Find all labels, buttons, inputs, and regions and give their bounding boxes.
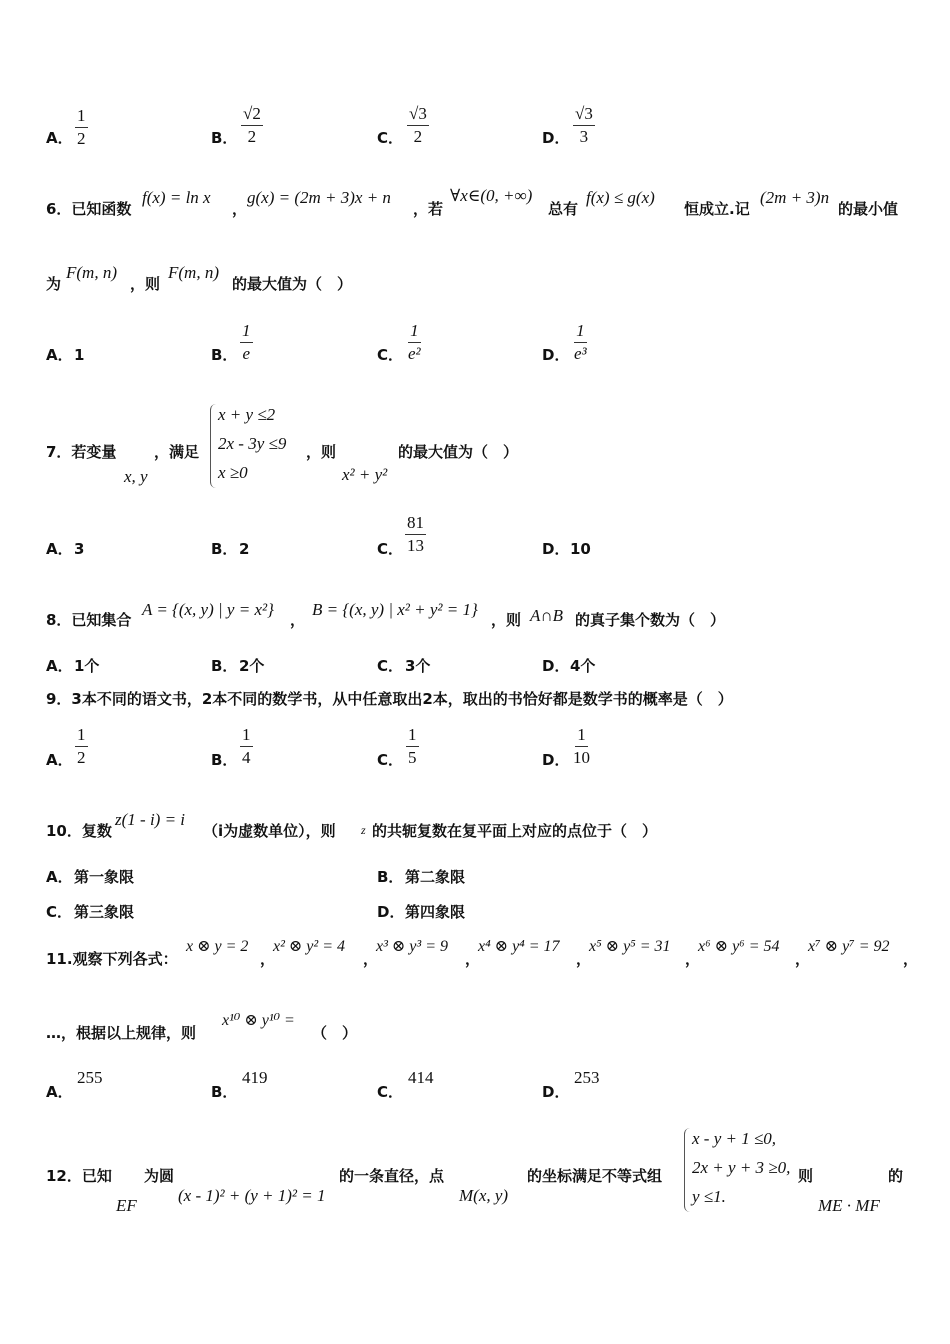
option-label: A． <box>46 751 73 769</box>
option-label: C． <box>377 346 404 364</box>
q10-z: z <box>361 823 366 837</box>
q12-text: 则 <box>798 1167 814 1185</box>
q6-text: ，若 <box>413 200 444 218</box>
option-label: D． <box>542 1083 570 1101</box>
option-value: 3 <box>74 540 85 558</box>
option-label: B． <box>211 1083 238 1101</box>
option-value: 4个 <box>570 657 596 675</box>
option-value: 2 <box>239 540 250 558</box>
fraction: $\frac{√3}{3}$ <box>575 104 593 146</box>
q12-EF: EF <box>116 1196 137 1215</box>
option-label: C． <box>46 903 73 921</box>
q11-item: x⁷ ⊗ y⁷ = 92 <box>808 938 890 955</box>
q6-F: F(m, n) <box>168 263 219 282</box>
q6-expr: (2m + 3)n <box>760 188 830 207</box>
q11-expr: x¹⁰ ⊗ y¹⁰ = <box>222 1012 295 1029</box>
q11-item: x² ⊗ y² = 4 <box>273 938 345 955</box>
q10-text: （i为虚数单位），则 <box>203 822 336 840</box>
q12-M: M(x, y) <box>459 1186 509 1205</box>
option-label: B． <box>211 657 238 675</box>
system-brace <box>210 404 217 488</box>
q8-text: 8．已知集合 <box>46 611 132 629</box>
fraction: $\frac{1}{4}$ <box>242 725 251 767</box>
q12-dot: ME · MF <box>818 1196 880 1215</box>
option-label: D． <box>542 657 570 675</box>
q6-F: F(m, n) <box>66 263 117 282</box>
option-label: A． <box>46 540 73 558</box>
q6-text: 为 <box>46 275 62 293</box>
fraction: $\frac{1}{\text{e³}}$ <box>574 321 587 363</box>
q6-text: 6．已知函数 <box>46 200 132 218</box>
option-label: B． <box>377 868 404 886</box>
option-value: 第三象限 <box>74 903 135 921</box>
q11-item: x³ ⊗ y³ = 9 <box>376 938 448 955</box>
q6-text: 总有 <box>548 200 579 218</box>
option-value: 253 <box>574 1068 600 1087</box>
option-label: D． <box>542 346 570 364</box>
option-label: D． <box>542 129 570 147</box>
option-label: C． <box>377 540 404 558</box>
q12-text: 的一条直径，点 <box>339 1167 445 1185</box>
option-label: A． <box>46 1083 73 1101</box>
fraction: $\frac{1}{\text{e²}}$ <box>408 321 421 363</box>
q11-item: x ⊗ y = 2 <box>186 938 249 955</box>
fraction: $\frac{1}{5}$ <box>408 725 417 767</box>
q7-text: ，则 <box>306 443 337 461</box>
q7-vars: x, y <box>124 467 148 486</box>
option-label: C． <box>377 751 404 769</box>
q11-text: …，根据以上规律，则 <box>46 1024 197 1042</box>
q7-sys-line: x ≥0 <box>218 463 248 482</box>
fraction: $\frac{1}{10}$ <box>573 725 590 767</box>
fraction: $\frac{√2}{2}$ <box>243 104 261 146</box>
q6-cond: ∀x∈(0, +∞) <box>450 186 533 205</box>
q8-setA: A = {(x, y) | y = x²} <box>142 600 274 619</box>
fraction: $\frac{1}{2}$ <box>77 725 86 767</box>
q8-setB: B = {(x, y) | x² + y² = 1} <box>312 600 478 619</box>
option-label: C． <box>377 129 404 147</box>
fraction: $\frac{√3}{2}$ <box>409 104 427 146</box>
q10-text: 的共轭复数在复平面上对应的点位于（ ） <box>372 822 658 840</box>
q12-text: 的坐标满足不等式组 <box>527 1167 663 1185</box>
q7-expr: x² + y² <box>342 465 388 484</box>
option-label: D． <box>542 751 570 769</box>
q8-text: ，则 <box>491 611 522 629</box>
q12-text: 12．已知 <box>46 1167 112 1185</box>
q12-circle: (x - 1)² + (y + 1)² = 1 <box>178 1186 326 1205</box>
q11-text: （ ） <box>312 1024 358 1042</box>
option-label: D． <box>542 540 570 558</box>
q6-text: 恒成立.记 <box>684 200 750 218</box>
q11-text: 11.观察下列各式： <box>46 950 178 968</box>
q12-sys-line: 2x + y + 3 ≥0, <box>692 1158 791 1177</box>
option-value: 3个 <box>405 657 431 675</box>
option-value: 419 <box>242 1068 268 1087</box>
option-label: A． <box>46 868 73 886</box>
q8-text: 的真子集个数为（ ） <box>575 611 726 629</box>
q12-text: 的 <box>888 1167 904 1185</box>
q7-sys-line: 2x - 3y ≤9 <box>218 434 287 453</box>
q12-sys-line: x - y + 1 ≤0, <box>692 1129 777 1148</box>
option-label: B． <box>211 129 238 147</box>
q6-ineq: f(x) ≤ g(x) <box>586 188 655 207</box>
option-value: 10 <box>570 540 591 558</box>
q9-text: 9．3本不同的语文书，2本不同的数学书，从中任意取出2本，取出的书恰好都是数学书的概率是（ ） <box>46 690 733 708</box>
option-label: A． <box>46 346 73 364</box>
q11-item: x⁴ ⊗ y⁴ = 17 <box>478 938 560 955</box>
q10-text: 10．复数 <box>46 822 112 840</box>
q6-text: 的最小值 <box>838 200 899 218</box>
q12-text: 为圆 <box>144 1167 175 1185</box>
option-label: C． <box>377 1083 404 1101</box>
system-brace <box>684 1128 691 1212</box>
q12-sys-line: y ≤1. <box>692 1187 726 1206</box>
option-label: C． <box>377 657 404 675</box>
q6-f: f(x) = ln x <box>142 188 211 207</box>
q6-text: ，则 <box>130 275 161 293</box>
fraction: $\frac{81}{13}$ <box>407 513 424 555</box>
q10-eq: z(1 - i) = i <box>115 810 186 829</box>
q6-text: 的最大值为（ ） <box>232 275 353 293</box>
q11-item: x⁶ ⊗ y⁶ = 54 <box>698 938 780 955</box>
q8-text: ， <box>290 611 306 629</box>
option-label: B． <box>211 540 238 558</box>
option-label: D． <box>377 903 405 921</box>
q8-cap: A∩B <box>530 606 564 625</box>
q6-g: g(x) = (2m + 3)x + n <box>247 188 391 207</box>
option-label: B． <box>211 751 238 769</box>
q7-text: 的最大值为（ ） <box>398 443 519 461</box>
option-value: 2个 <box>239 657 265 675</box>
option-value: 414 <box>408 1068 434 1087</box>
q7-text: 7．若变量 <box>46 443 117 461</box>
option-value: 第二象限 <box>405 868 466 886</box>
fraction: $\frac{1}{2}$ <box>77 106 86 148</box>
option-label: B． <box>211 346 238 364</box>
q11-item: x⁵ ⊗ y⁵ = 31 <box>589 938 671 955</box>
option-value: 255 <box>77 1068 103 1087</box>
q7-sys-line: x + y ≤2 <box>218 405 276 424</box>
q7-text: ，满足 <box>154 443 200 461</box>
option-label: A． <box>46 657 73 675</box>
fraction: $\frac{1}{e}$ <box>242 321 251 363</box>
option-value: 1 <box>74 346 85 364</box>
option-value: 第一象限 <box>74 868 135 886</box>
q6-comma: ， <box>232 200 248 218</box>
option-label: A． <box>46 129 73 147</box>
option-value: 第四象限 <box>405 903 466 921</box>
option-value: 1个 <box>74 657 100 675</box>
